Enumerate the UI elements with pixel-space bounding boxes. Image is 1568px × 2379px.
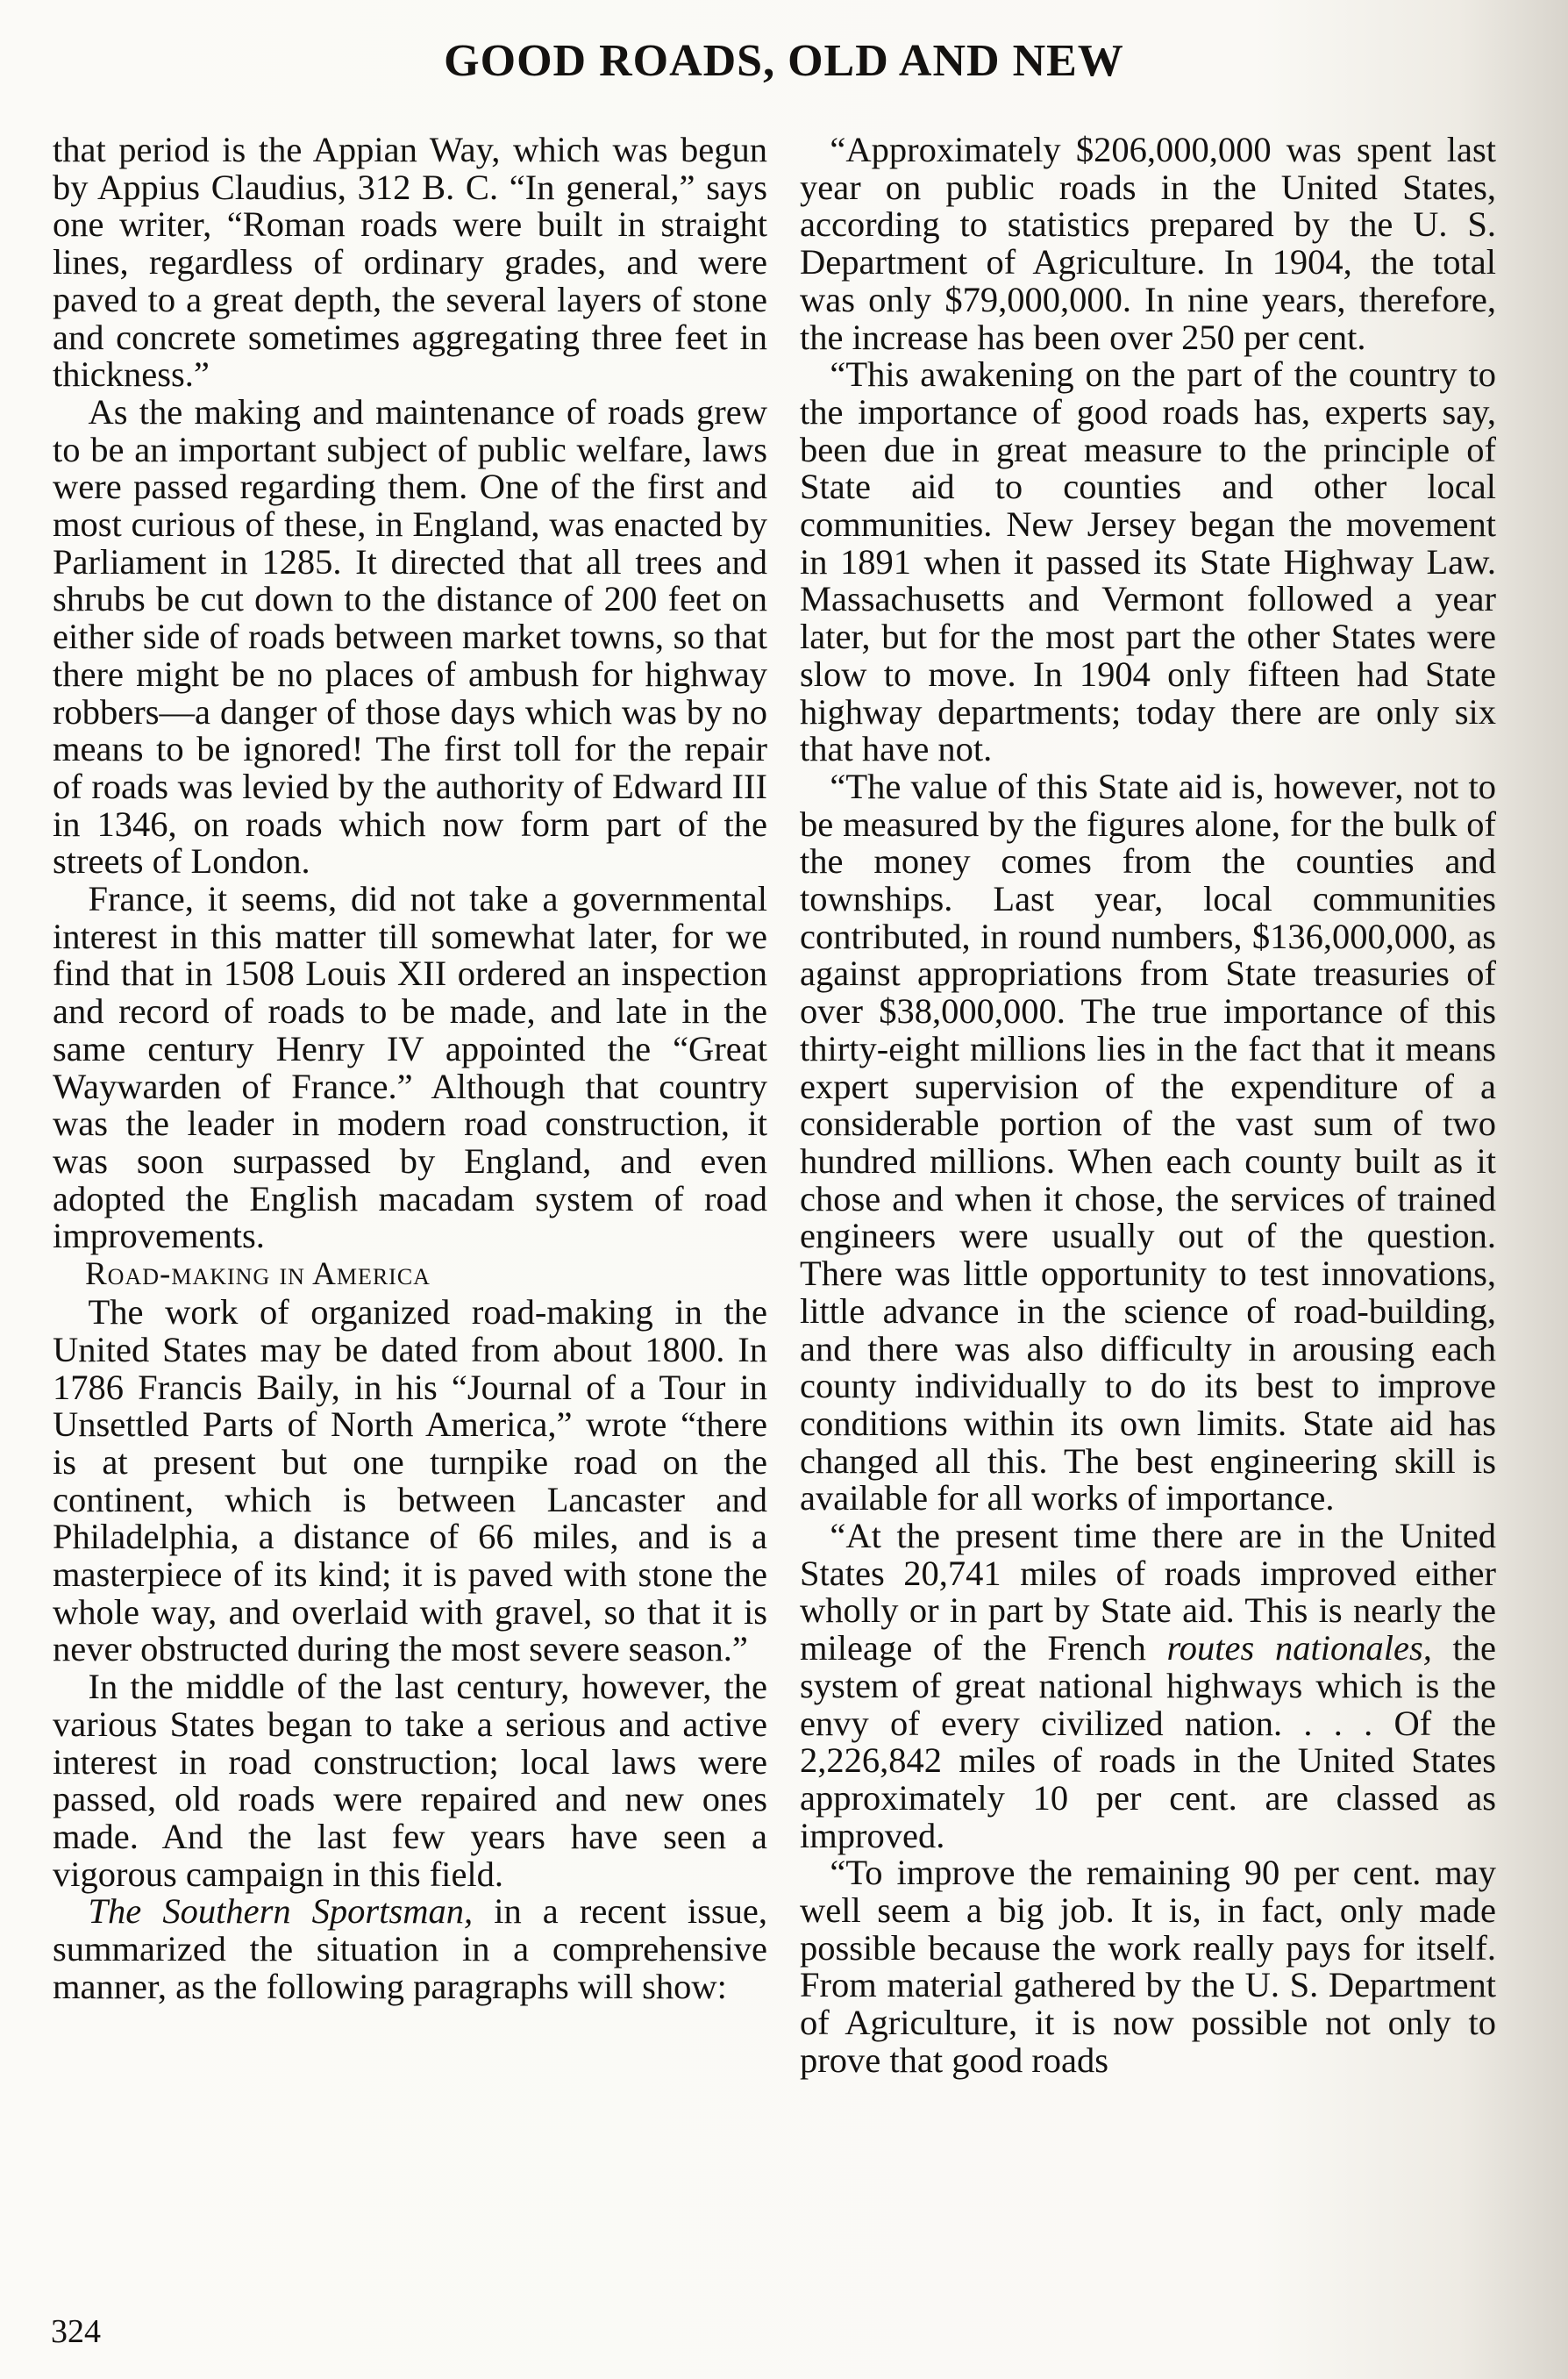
quoted-paragraph: “This awakening on the part of the country to the importance of good roads has, experts say, been due in great measure to the principle of State aid to counties and other local communities. New Jersey began the movement in 1891 when it passed its State Highway Law. Massachusetts and Vermont followed a year later, but for the most part the other States were slow to move. In 1904 only fifteen had State highway departments; today there are only six that have not. (800, 354, 1496, 769)
right-column (800, 132, 1496, 2325)
paragraph: The work of organized road-making in the United States may be dated from about 1800. In 1786 Francis Baily, in his “Journal of a Tour in Unsettled Parts of North America,” wrote “there is at present but one turnpike road on the continent, which is between Lancaster and Philadelphia, a distance of 66 miles, and is a masterpiece of its kind; it is paved with stone the whole way, and overlaid with gravel, so that it is never obstructed during the most severe season.” (53, 1292, 767, 1669)
quoted-paragraph (800, 1518, 1496, 1854)
paragraph: In the middle of the last century, however, the various States began to take a serious and active interest in road construction; local laws were passed, old roads were repaired and new ones made. And the last few years have seen a vigorous campaign in this field. (53, 1667, 767, 1894)
foreign-term: routes nationales, (1166, 1628, 1432, 1668)
left-column (53, 132, 767, 2325)
section-subheading: Road-making in America (85, 1256, 431, 1293)
paragraph-text: in a recent issue, summarized the situation in a comprehensive manner, as the following paragraphs will show: (53, 1891, 767, 2006)
paragraph: As the making and maintenance of roads grew to be an important subject of public welfare, laws were passed regarding them. One of the first and most curious of these, in England, was enacted by Parliament in 1285. It directed that all trees and shrubs be cut down to the distance of 200 feet on either side of roads between market towns, so that there might be no places of ambush for highway robbers—a danger of those days which was by no means to be ignored! The first toll for the repair of roads was levied by the authority of Edward III in 1346, on roads which now form part of the streets of London. (53, 391, 767, 882)
paragraph (53, 1893, 767, 2005)
quoted-paragraph: “To improve the remaining 90 per cent. may well seem a big job. It is, in fact, only made possible because the work really pays for itself. From material gathered by the U. S. Department of Agriculture, it is now possible not only to prove that good roads (800, 1853, 1496, 2080)
quoted-paragraph: “The value of this State aid is, however, not to be measured by the figures alone, for the bulk of the money comes from the counties and townships. Last year, local communities contributed, in round numbers, $136,000,000, as against appropriations from State treasuries of over $38,000,000. The true importance of this thirty-eight millions lies in the fact that it means expert supervision of the expenditure of a considerable portion of the vast sum of two hundred millions. When each county built as it chose and when it chose, the services of trained engineers were usually out of the question. There was little opportunity to test innovations, little advance in the science of road-building, and there was also difficulty in arousing each county individually to do its best to improve conditions within its own limits. State aid has changed all this. The best engineering skill is available for all works of importance. (800, 766, 1496, 1518)
paragraph-text: the system of great national highways which is the envy of every civilized nation. . . . Of the 2,226,842 miles of roads in the United States approximately 10 per cent. are classed as improved. (800, 1628, 1496, 1855)
paragraph: that period is the Appian Way, which was begun by Appius Claudius, 312 B. C. “In general,” says one writer, “Roman roads were built in straight lines, regardless of ordinary grades, and were paved to a great depth, the several layers of stone and concrete sometimes aggregating three feet in thickness.” (53, 130, 767, 395)
quoted-paragraph: “Approximately $206,000,000 was spent last year on public roads in the United States, according to statistics prepared by the U. S. Department of Agriculture. In 1904, the total was only $79,000,000. In nine years, therefore, the increase has been over 250 per cent. (800, 130, 1496, 357)
running-header-title: GOOD ROADS, OLD AND NEW (444, 36, 1124, 86)
paragraph: France, it seems, did not take a governmental interest in this matter till somewhat later, for we find that in 1508 Louis XII ordered an inspection and record of roads to be made, and late in the same century Henry IV appointed the “Great Waywarden of France.” Although that country was the leader in modern road construction, it was soon surpassed by England, and even adopted the English macadam system of road improvements. (53, 879, 767, 1256)
page-number: 324 (51, 2313, 101, 2350)
paragraph-text: “At the present time there are in the United States 20,741 miles of roads improved either wholly or in part by State aid. This is nearly the mileage of the French (800, 1516, 1496, 1668)
periodical-title: The Southern Sportsman, (88, 1891, 474, 1932)
